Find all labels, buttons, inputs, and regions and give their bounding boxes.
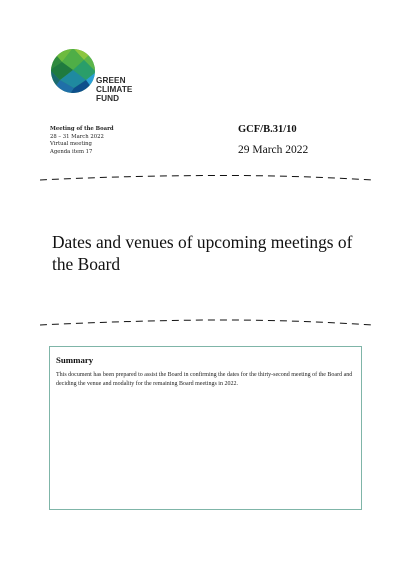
logo-line-fund: FUND xyxy=(96,94,120,103)
logo-line-green: GREEN xyxy=(96,76,126,85)
summary-heading: Summary xyxy=(56,355,94,365)
summary-box xyxy=(49,346,362,510)
wave-divider-bottom xyxy=(40,318,372,326)
wave-divider-top xyxy=(40,174,372,182)
document-date: 29 March 2022 xyxy=(238,144,309,156)
logo-line-climate: CLIMATE xyxy=(96,85,133,94)
summary-text: This document has been prepared to assist the Board in confirming the dates for the thirty-second meeting of the Board and deciding the venue and modality for the remaining Board meetings in 2022. xyxy=(56,372,353,388)
document-title: Dates and venues of upcoming meetings of the Board xyxy=(52,232,353,274)
document-number: GCF/B.31/10 xyxy=(238,124,297,135)
document-info xyxy=(238,124,308,156)
meeting-dates: 28 – 31 March 2022 xyxy=(50,133,104,140)
logo-wordmark xyxy=(96,76,132,103)
globe-logo-icon xyxy=(50,48,96,94)
meeting-mode: Virtual meeting xyxy=(50,141,92,147)
meeting-title: Meeting of the Board xyxy=(50,126,114,132)
gcf-logo xyxy=(50,48,180,108)
meeting-info xyxy=(50,126,114,156)
agenda-item: Agenda item 17 xyxy=(50,148,93,155)
